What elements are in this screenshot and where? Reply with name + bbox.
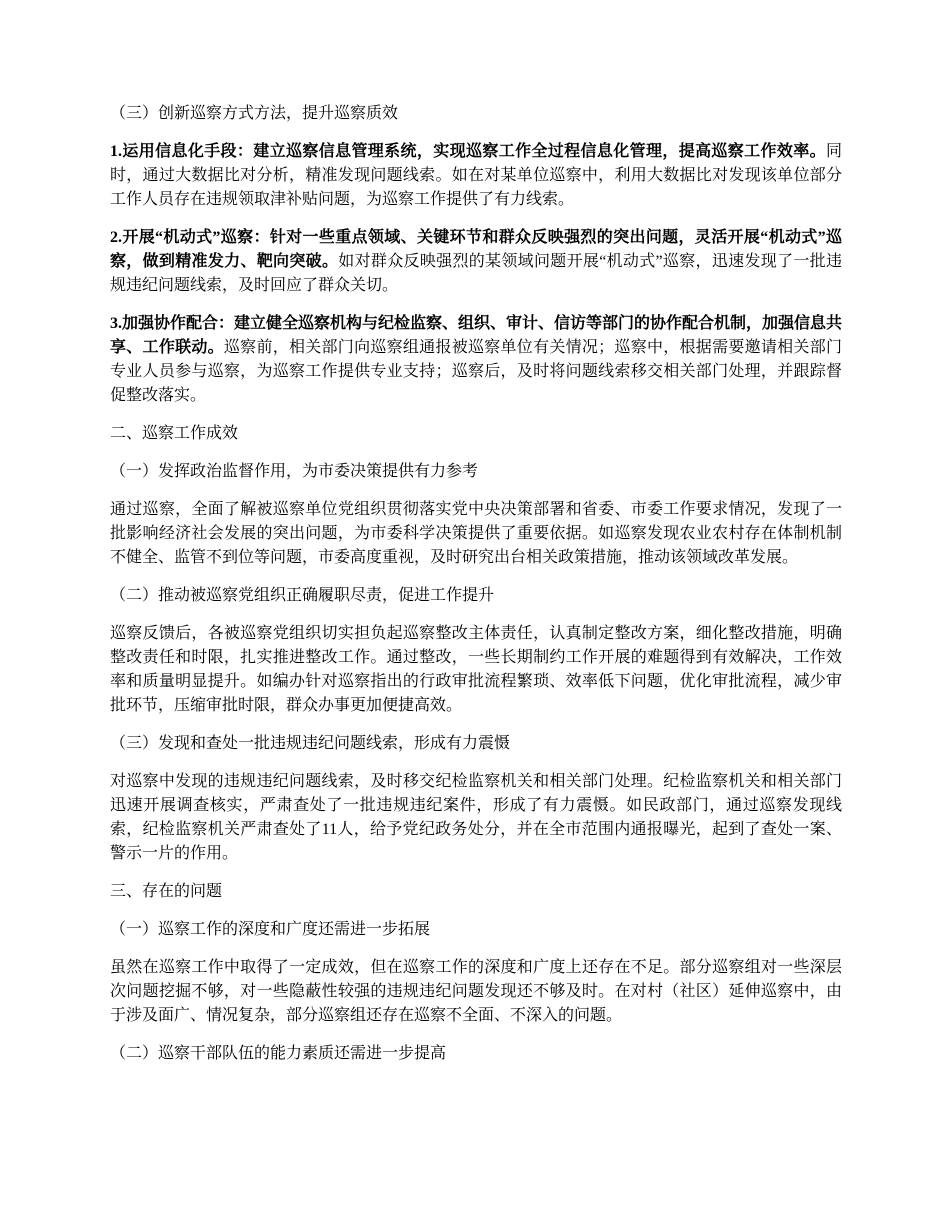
paragraph-bold-lead: 3.加强协作配合：建立健全巡察机构与纪检监察、组织、审计、信访等部门的协作配合机制，加强信息共享、工作联动。 — [110, 315, 843, 356]
body-paragraph — [110, 622, 842, 718]
paragraph-text: 对巡察中发现的违规违纪问题线索，及时移交纪检监察机关和相关部门处理。纪检监察机关和相关部门迅速开展调查核实，严肃查处了一批违规违纪案件，形成了有力震慑。如民政部门，通过巡察发现线索，纪检监察机关严肃查处了11人，给予党纪政务处分，并在全市范围内通报曝光，起到了查处一案、警示一片的作用。 — [110, 773, 842, 862]
section-heading: （一）发挥政治监督作用，为市委决策提供有力参考 — [110, 463, 479, 480]
paragraph-bold-lead: 2.开展“机动式”巡察：针对一些重点领域、关键环节和群众反映强烈的突出问题，灵活开展“机动式”巡察，做到精准发力、靶向突破。 — [110, 229, 842, 270]
section-heading: （三）发现和查处一批违规违纪问题线索，形成有力震慑 — [110, 735, 511, 752]
section-heading: （三）创新巡察方式方法，提升巡察质效 — [110, 105, 399, 122]
section-heading: 三、存在的问题 — [110, 883, 223, 900]
paragraph-text: 通过巡察，全面了解被巡察单位党组织贯彻落实党中央决策部署和省委、市委工作要求情况，发现了一批影响经济社会发展的突出问题，为市委科学决策提供了重要依据。如巡察发现农业农村存在体制机制不健全、监管不到位等问题，市委高度重视，及时研究出台相关政策措施，推动该领域改革发展。 — [110, 501, 842, 566]
paragraph-text: 虽然在巡察工作中取得了一定成效，但在巡察工作的深度和广度上还存在不足。部分巡察组对一些深层次问题挖掘不够，对一些隐蔽性较强的违规违纪问题发现还不够及时。在对村（社区）延伸巡察中，由于涉及面广、情况复杂，部分巡察组还存在巡察不全面、不深入的问题。 — [110, 959, 842, 1024]
section-heading: （二）巡察干部队伍的能力素质还需进一步提高 — [110, 1045, 447, 1062]
body-paragraph — [110, 956, 842, 1028]
body-paragraph — [110, 140, 842, 212]
paragraph-text: 同时，通过大数据比对分析，精准发现问题线索。如在对某单位巡察中，利用大数据比对发现该单位部分工作人员存在违规领取津补贴问题，为巡察工作提供了有力线索。 — [110, 143, 842, 208]
paragraph-text: 巡察反馈后，各被巡察党组织切实担负起巡察整改主体责任，认真制定整改方案，细化整改措施，明确整改责任和时限，扎实推进整改工作。通过整改，一些长期制约工作开展的难题得到有效解决，工作效率和质量明显提升。如编办针对巡察指出的行政审批流程繁琐、效率低下问题，优化审批流程，减少审批环节，压缩审批时限，群众办事更加便捷高效。 — [110, 625, 842, 714]
paragraph-text: 巡察前，相关部门向巡察组通报被巡察单位有关情况；巡察中，根据需要邀请相关部门专业人员参与巡察，为巡察工作提供专业支持；巡察后，及时将问题线索移交相关部门处理，并跟踪督促整改落实。 — [110, 339, 842, 404]
section-heading: （二）推动被巡察党组织正确履职尽责，促进工作提升 — [110, 587, 495, 604]
section-heading: 二、巡察工作成效 — [110, 425, 239, 442]
section-heading: （一）巡察工作的深度和广度还需进一步拓展 — [110, 921, 431, 938]
body-paragraph — [110, 770, 842, 866]
body-paragraph — [110, 498, 842, 570]
paragraph-bold-lead: 1.运用信息化手段：建立巡察信息管理系统，实现巡察工作全过程信息化管理，提高巡察工作效率。 — [110, 143, 826, 160]
paragraph-text: 如对群众反映强烈的某领域问题开展“机动式”巡察，迅速发现了一批违规违纪问题线索，及时回应了群众关切。 — [110, 253, 842, 294]
body-paragraph — [110, 226, 842, 298]
body-paragraph — [110, 312, 842, 408]
